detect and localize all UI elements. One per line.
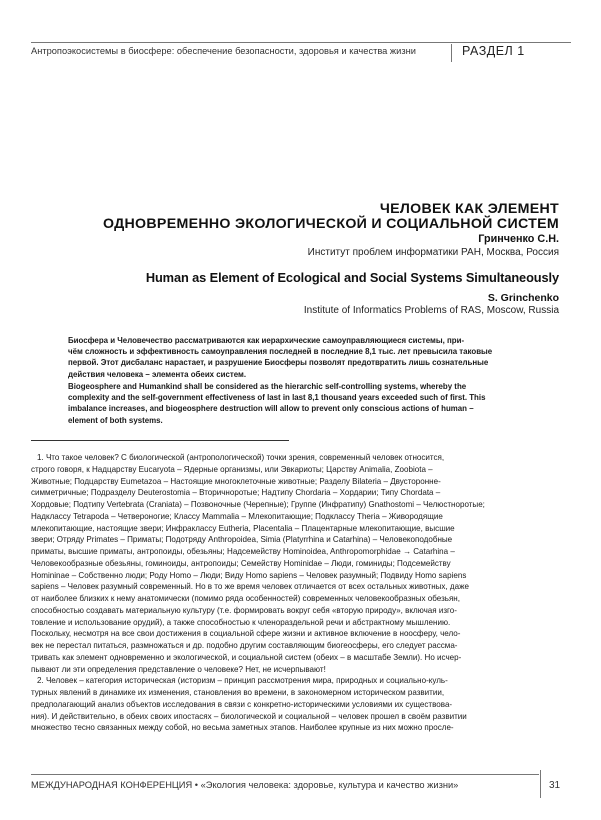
body-line: век не перестал питаться, размножаться и др. подобно другим составляющим биогеосферы, его следует рассма- <box>31 641 458 650</box>
body-line: звери; Отряду Primates – Приматы; Подотряду Anthropoidea, Simia (Platyrrhina и Catarhina) – Человекоподобные <box>31 535 453 545</box>
title-ru-line-2: ОДНОВРЕМЕННО ЭКОЛОГИЧЕСКОЙ И СОЦИАЛЬНОЙ СИСТЕМ <box>102 216 559 232</box>
section-label: РАЗДЕЛ 1 <box>462 44 525 58</box>
abstract-en-line: imbalance increases, and biogeosphere destruction will allow to prevent only conscious actions of human – <box>68 404 474 414</box>
author-ru: Гринченко С.Н. <box>478 233 559 245</box>
affiliation-en: Institute of Informatics Problems of RAS, Moscow, Russia <box>303 305 559 316</box>
abstract-divider <box>31 440 289 441</box>
abstract-en-line: element of both systems. <box>68 415 163 425</box>
body-line: предполагающий анализ объектов исследования в связи с конкретно-историческими условиями их существова- <box>31 699 453 709</box>
page-number: 31 <box>549 780 561 791</box>
body-line: 2. Человек – категория историческая (историзм – принцип рассмотрения мира, природных и социально-куль- <box>37 676 448 686</box>
article-title-ru <box>103 202 559 232</box>
body-line: Человекообразные обезьяны, гоминоиды, антропоиды; Семейству Hominidae – Люди, гоминиды; Подсемейству <box>31 558 451 568</box>
footer-rule <box>31 774 539 775</box>
body-line: 1. Что такое человек? С биологической (антропологической) точки зрения, современный человек относится, <box>37 453 445 462</box>
body-line: товление и использование орудий), а также способностью к членораздельной речи и абстрактному мышлению. <box>31 617 451 627</box>
abstract-en <box>68 381 528 426</box>
affiliation-ru: Институт проблем информатики РАН, Москва, Россия <box>307 247 559 258</box>
abstract-en-line: complexity and the self-government effectiveness of last in last 8,1 thousand years exceeded such of first. This <box>68 393 486 403</box>
body-line: строго говоря, к Надцарству Eucaryota – Ядерные организмы, или Эвкариоты; Царству Animalia, Zoobiota – <box>31 464 433 474</box>
body-line: ния). И действительно, в обеих своих ипостасях – биологической и социальной – человек прошел в своём развитии <box>31 711 467 721</box>
article-title-en: Human as Element of Ecological and Social Systems Simultaneously <box>145 270 559 285</box>
body-line: способностью создавать материальную культуру (т.е. формировать вокруг себя «вторую природу», включая изго- <box>31 605 457 615</box>
abstract-ru-line: действия человека – элемента обеих систем. <box>68 369 247 379</box>
title-ru-line-1: ЧЕЛОВЕК КАК ЭЛЕМЕНТ <box>379 201 559 217</box>
abstract-ru-line: первой. Этот дисбаланс нарастает, и разрушение Биосферы позволят предотвратить лишь сознательные <box>68 358 489 368</box>
body-line: Животные; Подцарству Eumetazoa – Настоящие многоклеточные животные; Разделу Bilateria – Двусторонне- <box>31 476 441 486</box>
body-line: sapiens – Человек разумный современный. Но в то же время человек отличается от всех остальных животных, даже <box>31 582 469 592</box>
abstract-en-line: Biogeosphere and Humankind shall be considered as the hierarchic self-controlling systems, whereby the <box>68 382 467 391</box>
paragraph-2 <box>31 675 541 734</box>
footer-separator <box>540 770 541 798</box>
footer-conference: МЕЖДУНАРОДНАЯ КОНФЕРЕНЦИЯ • «Экология человека: здоровье, культура и качество жизни» <box>31 780 459 790</box>
header-separator <box>451 44 452 62</box>
running-title: Антропоэкосистемы в биосфере: обеспечение безопасности, здоровья и качества жизни <box>31 46 416 56</box>
body-line: приматы, высшие приматы, антропоиды, обезьяны; Надсемейству Hominoidea, Anthropomorphidae → Catarhina – <box>31 547 455 556</box>
body-line: Хордовые; Подтипу Vertebrata (Craniata) – Позвоночные (Черепные); Группе (Инфратипу) Gnathostomi – Челюстноротые; <box>31 500 485 509</box>
body-line: от наиболее близких к нему анатомически (помимо ряда особенностей) современных человекообразных обезьян, <box>31 594 460 603</box>
body-line: тривать как элемент одновременно и экологической, и социальной систем (обеих – в масштабе Земли). Но исчер- <box>31 652 462 662</box>
body-line: симметричные; Подразделу Deuterostomia – Вторичноротые; Надтипу Chordaria – Хордарии; Типу Chordata – <box>31 488 441 498</box>
author-en: S. Grinchenko <box>487 292 559 304</box>
header-rule <box>31 42 571 43</box>
body-line: множество тесно связанных между собой, но весьма заметных этапов. Наиболее крупные из них можно просле- <box>31 723 454 733</box>
body-text <box>31 452 541 734</box>
abstract-ru-line: Биосфера и Человечество рассматриваются как иерархические самоуправляющиеся системы, при- <box>68 336 465 345</box>
body-line: Надклассу Tetrapoda – Четвероногие; Классу Mammalia – Млекопитающие; Подклассу Theria – Живородящие <box>31 511 443 521</box>
body-line: турных явлений в динамике их изменения, становления во времени, в закономерном историческом развитии, <box>31 688 445 697</box>
body-line: Homininae – Собственно люди; Роду Homo – Люди; Виду Homo sapiens – Человек разумный; Подвиду Homo sapiens <box>31 570 467 580</box>
body-line: Поскольку, несмотря на все свои достижения в социальной сфере жизни и активное включение в ноосферу, чело- <box>31 629 461 639</box>
body-line: пывают ли эти определения представление о человеке? Нет, не исчерпывают! <box>31 664 326 674</box>
abstract-ru <box>68 335 528 380</box>
abstract-ru-line: чём сложность и эффективность самоуправления последней в последние 8,1 тыс. лет превысила таковые <box>68 347 493 357</box>
body-line: млекопитающие, настоящие звери; Инфраклассу Eutheria, Placentalia – Плацентарные млекопитающие, высшие <box>31 523 455 533</box>
paragraph-1 <box>31 452 541 675</box>
